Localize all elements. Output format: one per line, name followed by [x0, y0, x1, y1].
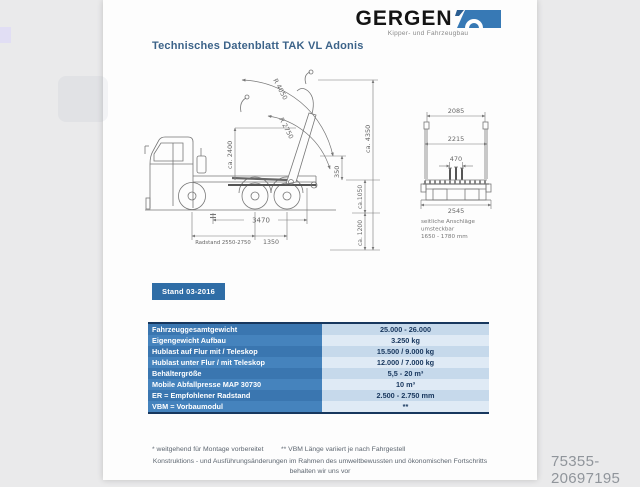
dim-label-350: 350 [333, 165, 341, 178]
spec-label: Fahrzeuggesamtgewicht [148, 324, 322, 335]
page-title: Technisches Datenblatt TAK VL Adonis [152, 40, 364, 52]
table-row [148, 368, 489, 379]
spec-value: ** [322, 401, 489, 412]
table-row [148, 390, 489, 401]
dim-label-ca1050: ca.1050 [357, 184, 364, 209]
spec-value: 15.500 / 9.000 kg [322, 346, 489, 357]
disclaimer-line2: behalten wir uns vor [289, 468, 351, 475]
dim-label-3470: 3470 [252, 216, 270, 225]
spec-value: 12.000 / 7.000 kg [322, 357, 489, 368]
revision-badge: Stand 03-2016 [152, 283, 225, 300]
spec-label: ER = Empfohlener Radstand [148, 390, 322, 401]
rear-note-line2: umsteckbar [421, 226, 455, 233]
spec-label: Behältergröße [148, 368, 322, 379]
side-view-truck [145, 70, 336, 210]
spec-value: 3.250 kg [322, 335, 489, 346]
dim-label-wheelbase: Radstand 2550-2750 [195, 240, 251, 246]
table-row [148, 401, 489, 412]
footnote-1: * weitgehend für Montage vorbereitet [152, 446, 264, 453]
side-view-dimensions [192, 80, 380, 250]
table-row [148, 335, 489, 346]
table-row [148, 324, 489, 335]
spec-label: Hublast auf Flur mit / Teleskop [148, 346, 322, 357]
spec-label: Hublast unter Flur / mit Teleskop [148, 357, 322, 368]
spec-value: 10 m³ [322, 379, 489, 390]
spec-table [148, 322, 489, 414]
dim-label-1350: 1350 [262, 239, 280, 246]
dim-label-470: 470 [449, 155, 463, 163]
dim-label-ca1200: ca. 1200 [357, 219, 364, 246]
company-logo [353, 8, 503, 37]
table-row [148, 346, 489, 357]
spec-label: Eigengewicht Aufbau [148, 335, 322, 346]
spec-label: VBM = Vorbaumodul [148, 401, 322, 412]
dim-label-r4050: R 4050 [271, 77, 290, 102]
dim-label-ca4350: ca. 4350 [364, 124, 372, 153]
table-row [148, 379, 489, 390]
disclaimer-line1: Konstruktions - und Ausführungsänderungen im Rahmen des umweltbewussten und ökonomischen Fortschritts [152, 458, 488, 465]
spec-value: 2.500 - 2.750 mm [322, 390, 489, 401]
logo-wordmark: GERGEN [355, 7, 453, 30]
logo-subtitle: Kipper- und Fahrzeugbau [387, 30, 469, 37]
listing-id: 75355-20697195 [551, 453, 621, 487]
dim-label-2215: 2215 [447, 135, 465, 143]
rear-note-line3: 1650 - 1780 mm [421, 234, 468, 240]
dim-label-ca2400: ca. 2400 [226, 140, 234, 169]
footnote-2: ** VBM Länge variiert je nach Fahrgestell [281, 446, 406, 453]
spec-label: Mobile Abfallpresse MAP 30730 [148, 379, 322, 390]
datasheet-page [103, 0, 537, 480]
spec-value: 25.000 - 26.000 [322, 324, 489, 335]
rear-note-line1: seitliche Anschläge [421, 219, 475, 225]
dim-label-r2750: R 2750 [277, 116, 296, 141]
side-view-labels [195, 77, 372, 246]
watermark [58, 76, 108, 122]
spec-value: 5,5 - 20 m³ [322, 368, 489, 379]
dim-label-2545: 2545 [447, 207, 465, 215]
truck-fender-icon [455, 8, 501, 30]
corner-mark [0, 27, 11, 43]
table-row [148, 357, 489, 368]
technical-drawing [140, 66, 500, 270]
dim-label-2085: 2085 [447, 107, 465, 115]
